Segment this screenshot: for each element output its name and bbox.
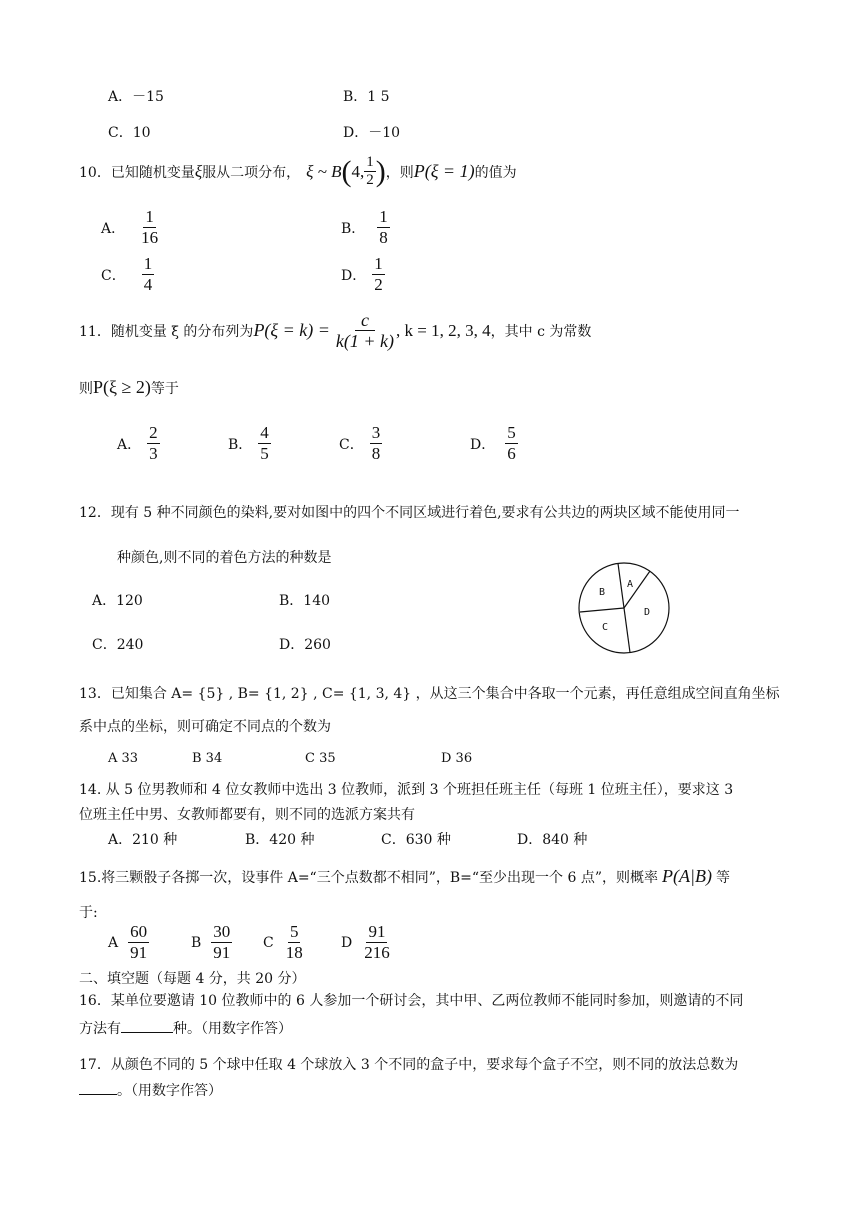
q11-line2 bbox=[79, 377, 179, 398]
q11-line2-prefix: 则 bbox=[79, 380, 93, 397]
q11-option-c-num: 3 bbox=[371, 423, 381, 442]
q17-line2 bbox=[79, 1080, 222, 1100]
q10-option-c-num: 1 bbox=[143, 254, 153, 273]
q17-line2-suffix: 。（用数字作答） bbox=[117, 1083, 222, 1099]
q10-option-a-fraction bbox=[139, 207, 160, 248]
q16-line1: 16．某单位要邀请 10 位教师中的 6 人参加一个研讨会，其中甲、乙两位教师不能同时参加，则邀请的不同 bbox=[79, 993, 744, 1009]
q10-p-fraction bbox=[364, 154, 376, 189]
q10-option-c-den: 4 bbox=[143, 275, 153, 294]
q13-line1: 13．已知集合 A= {5} , B= {1, 2} , C= {1, 3, 4} ，从这三个集合中各取一个元素，再任意组成空间直角坐标 bbox=[79, 686, 780, 702]
q10-left-paren: ( bbox=[341, 154, 352, 188]
q10-option-d-den: 2 bbox=[374, 275, 383, 294]
q15-option-d-den: 216 bbox=[364, 943, 390, 962]
q10-option-a-label: A． bbox=[101, 220, 126, 237]
q12-option-b: B．140 bbox=[279, 593, 331, 609]
q15-option-a-den: 91 bbox=[130, 943, 148, 962]
q15-prob: P(A|B) bbox=[662, 866, 712, 886]
q13-option-a: A 33 bbox=[108, 751, 139, 766]
q12-option-d: D．260 bbox=[279, 637, 331, 653]
q11-option-b-label: B． bbox=[228, 436, 253, 453]
q15-line1-text: 15.将三颗骰子各掷一次，设事件 A=“三个点数都不相同”，B=“至少出现一个 6 点”，则概率 bbox=[79, 869, 659, 886]
q15-option-d-label: D bbox=[341, 934, 353, 951]
q14-line1: 14. 从 5 位男教师和 4 位女教师中选出 3 位教师，派到 3 个班担任班主任（每班 1 位班主任），要求这 3 bbox=[79, 782, 734, 798]
q12-region-diagram bbox=[576, 560, 672, 656]
q14-line2: 位班主任中男、女教师都要有，则不同的选派方案共有 bbox=[79, 807, 415, 823]
q10-option-d bbox=[341, 254, 385, 295]
region-label-a: A bbox=[627, 579, 634, 590]
q10-suffix: 的值为 bbox=[474, 164, 517, 181]
q16-answer-blank[interactable] bbox=[121, 1032, 173, 1033]
q15-option-c-fraction bbox=[284, 922, 305, 963]
q13-option-c: C 35 bbox=[305, 751, 336, 766]
q15-option-b-fraction bbox=[211, 922, 232, 963]
q10-option-a-num: 1 bbox=[145, 207, 154, 226]
q14-option-a: A．210 种 bbox=[108, 832, 178, 848]
q10-xi: ξ bbox=[194, 161, 203, 181]
q14-option-c: C．630 种 bbox=[381, 832, 451, 848]
q15-option-c-label: C bbox=[263, 934, 274, 951]
q11-option-b-num: 4 bbox=[260, 423, 269, 442]
q15-option-c-num: 5 bbox=[289, 922, 299, 941]
q9-option-a: A．－15 bbox=[108, 89, 164, 105]
q11-option-d-label: D． bbox=[470, 436, 496, 453]
q15-line1-suffix: 等 bbox=[715, 869, 730, 886]
q10-option-d-fraction bbox=[372, 254, 385, 295]
q11-option-d-fraction bbox=[505, 423, 518, 464]
q14-option-b: B．420 种 bbox=[245, 832, 315, 848]
q10-comma: ，则 bbox=[385, 164, 414, 181]
q15-option-c bbox=[263, 922, 305, 963]
q11-option-c bbox=[339, 423, 382, 464]
q10-dist: ξ ~ B bbox=[306, 161, 342, 181]
diagram-divider-top bbox=[618, 563, 624, 608]
q11-option-d-den: 6 bbox=[507, 444, 516, 463]
q11-option-b-den: 5 bbox=[260, 444, 269, 463]
region-label-d: D bbox=[644, 607, 651, 618]
diagram-divider-left bbox=[580, 608, 624, 612]
q11-option-c-label: C． bbox=[339, 436, 364, 453]
q11-option-c-den: 8 bbox=[371, 444, 381, 463]
q13-option-b: B 34 bbox=[192, 751, 223, 766]
q11-fraction bbox=[334, 310, 396, 351]
q10-option-c-fraction bbox=[142, 254, 155, 295]
q10-p-den: 2 bbox=[366, 172, 374, 188]
q15-line1 bbox=[79, 866, 730, 887]
q15-option-a-num: 60 bbox=[130, 922, 148, 941]
q10-stem bbox=[79, 154, 517, 189]
q10-right-paren: ) bbox=[375, 154, 386, 188]
q12-line2: 种颜色,则不同的着色方法的种数是 bbox=[117, 550, 332, 566]
q10-option-d-label: D． bbox=[341, 267, 367, 284]
q11-prefix: 11．随机变量 ξ 的分布列为 bbox=[79, 323, 254, 340]
q15-option-a bbox=[108, 922, 149, 963]
q15-option-b-num: 30 bbox=[213, 922, 231, 941]
q16-line2 bbox=[79, 1018, 292, 1038]
q9-option-b: B．1 5 bbox=[343, 89, 390, 105]
q10-p-num: 1 bbox=[366, 154, 374, 170]
q15-option-d-num: 91 bbox=[368, 922, 386, 941]
q13-line2: 系中点的坐标，则可确定不同点的个数为 bbox=[79, 719, 331, 735]
q10-option-a-den: 16 bbox=[141, 228, 159, 247]
q10-option-c bbox=[101, 254, 154, 295]
q11-den: k(1 + k) bbox=[335, 331, 395, 351]
q15-option-d-fraction bbox=[362, 922, 392, 963]
q12-option-c: C．240 bbox=[92, 637, 144, 653]
q16-line2-prefix: 方法有 bbox=[79, 1021, 121, 1037]
q17-answer-blank[interactable] bbox=[79, 1094, 117, 1095]
q10-option-d-num: 1 bbox=[374, 254, 383, 273]
q15-option-c-den: 18 bbox=[285, 943, 303, 962]
q10-prob: P(ξ = 1) bbox=[413, 161, 475, 181]
q9-option-d: D．－10 bbox=[343, 125, 401, 141]
q17-line1: 17．从颜色不同的 5 个球中任取 4 个球放入 3 个不同的盒子中，要求每个盒子不空，则不同的放法总数为 bbox=[79, 1057, 739, 1073]
q15-option-a-label: A bbox=[108, 934, 119, 951]
q11-option-c-fraction bbox=[370, 423, 383, 464]
q10-option-b-fraction bbox=[377, 207, 390, 248]
q11-line2-suffix: 等于 bbox=[150, 380, 179, 397]
q10-prefix: 10．已知随机变量 bbox=[79, 164, 195, 181]
q11-option-a-fraction bbox=[147, 423, 160, 464]
q11-prob-lhs: P(ξ = k) = bbox=[253, 320, 330, 340]
q11-option-a bbox=[117, 423, 160, 464]
q11-option-a-den: 3 bbox=[149, 444, 158, 463]
diagram-divider-bottom bbox=[624, 608, 630, 653]
q13-option-d: D 36 bbox=[441, 751, 473, 766]
q14-option-d: D．840 种 bbox=[517, 832, 588, 848]
q10-option-b bbox=[341, 207, 390, 248]
q10-option-a bbox=[101, 207, 160, 248]
q15-option-b bbox=[191, 922, 232, 963]
q15-line2: 于: bbox=[79, 905, 98, 921]
q11-option-b-fraction bbox=[258, 423, 271, 464]
q16-line2-suffix: 种。（用数字作答） bbox=[173, 1021, 292, 1037]
q15-option-b-label: B bbox=[191, 934, 202, 951]
region-label-b: B bbox=[599, 587, 606, 598]
q11-option-d-num: 5 bbox=[507, 423, 516, 442]
q10-option-b-den: 8 bbox=[379, 228, 388, 247]
q11-stem bbox=[79, 310, 591, 351]
q11-option-a-num: 2 bbox=[149, 423, 158, 442]
q15-option-a-fraction bbox=[128, 922, 149, 963]
q11-suffix: ，其中 c 为常数 bbox=[490, 323, 592, 340]
section-2-heading: 二、填空题（每题 4 分，共 20 分） bbox=[79, 971, 306, 987]
region-label-c: C bbox=[602, 622, 609, 633]
q10-middle: 服从二项分布， bbox=[202, 164, 301, 181]
q11-k-values: , k = 1, 2, 3, 4 bbox=[396, 320, 491, 340]
q15-option-b-den: 91 bbox=[213, 943, 231, 962]
q11-option-a-label: A． bbox=[117, 436, 142, 453]
q9-option-c: C．10 bbox=[108, 125, 151, 141]
q10-dist-n: 4, bbox=[351, 161, 365, 181]
q12-line1: 12．现有 5 种不同颜色的染料,要对如图中的四个不同区域进行着色,要求有公共边的两块区域不能使用同一 bbox=[79, 505, 740, 521]
q11-num: c bbox=[355, 310, 375, 331]
q11-option-b bbox=[228, 423, 271, 464]
q12-option-a: A．120 bbox=[92, 593, 143, 609]
q10-option-b-label: B． bbox=[341, 220, 366, 237]
q11-line2-prob: P(ξ ≥ 2) bbox=[93, 377, 151, 397]
q15-option-d bbox=[341, 922, 392, 963]
q10-option-b-num: 1 bbox=[379, 207, 388, 226]
q10-option-c-label: C． bbox=[101, 267, 126, 284]
q11-option-d bbox=[470, 423, 518, 464]
